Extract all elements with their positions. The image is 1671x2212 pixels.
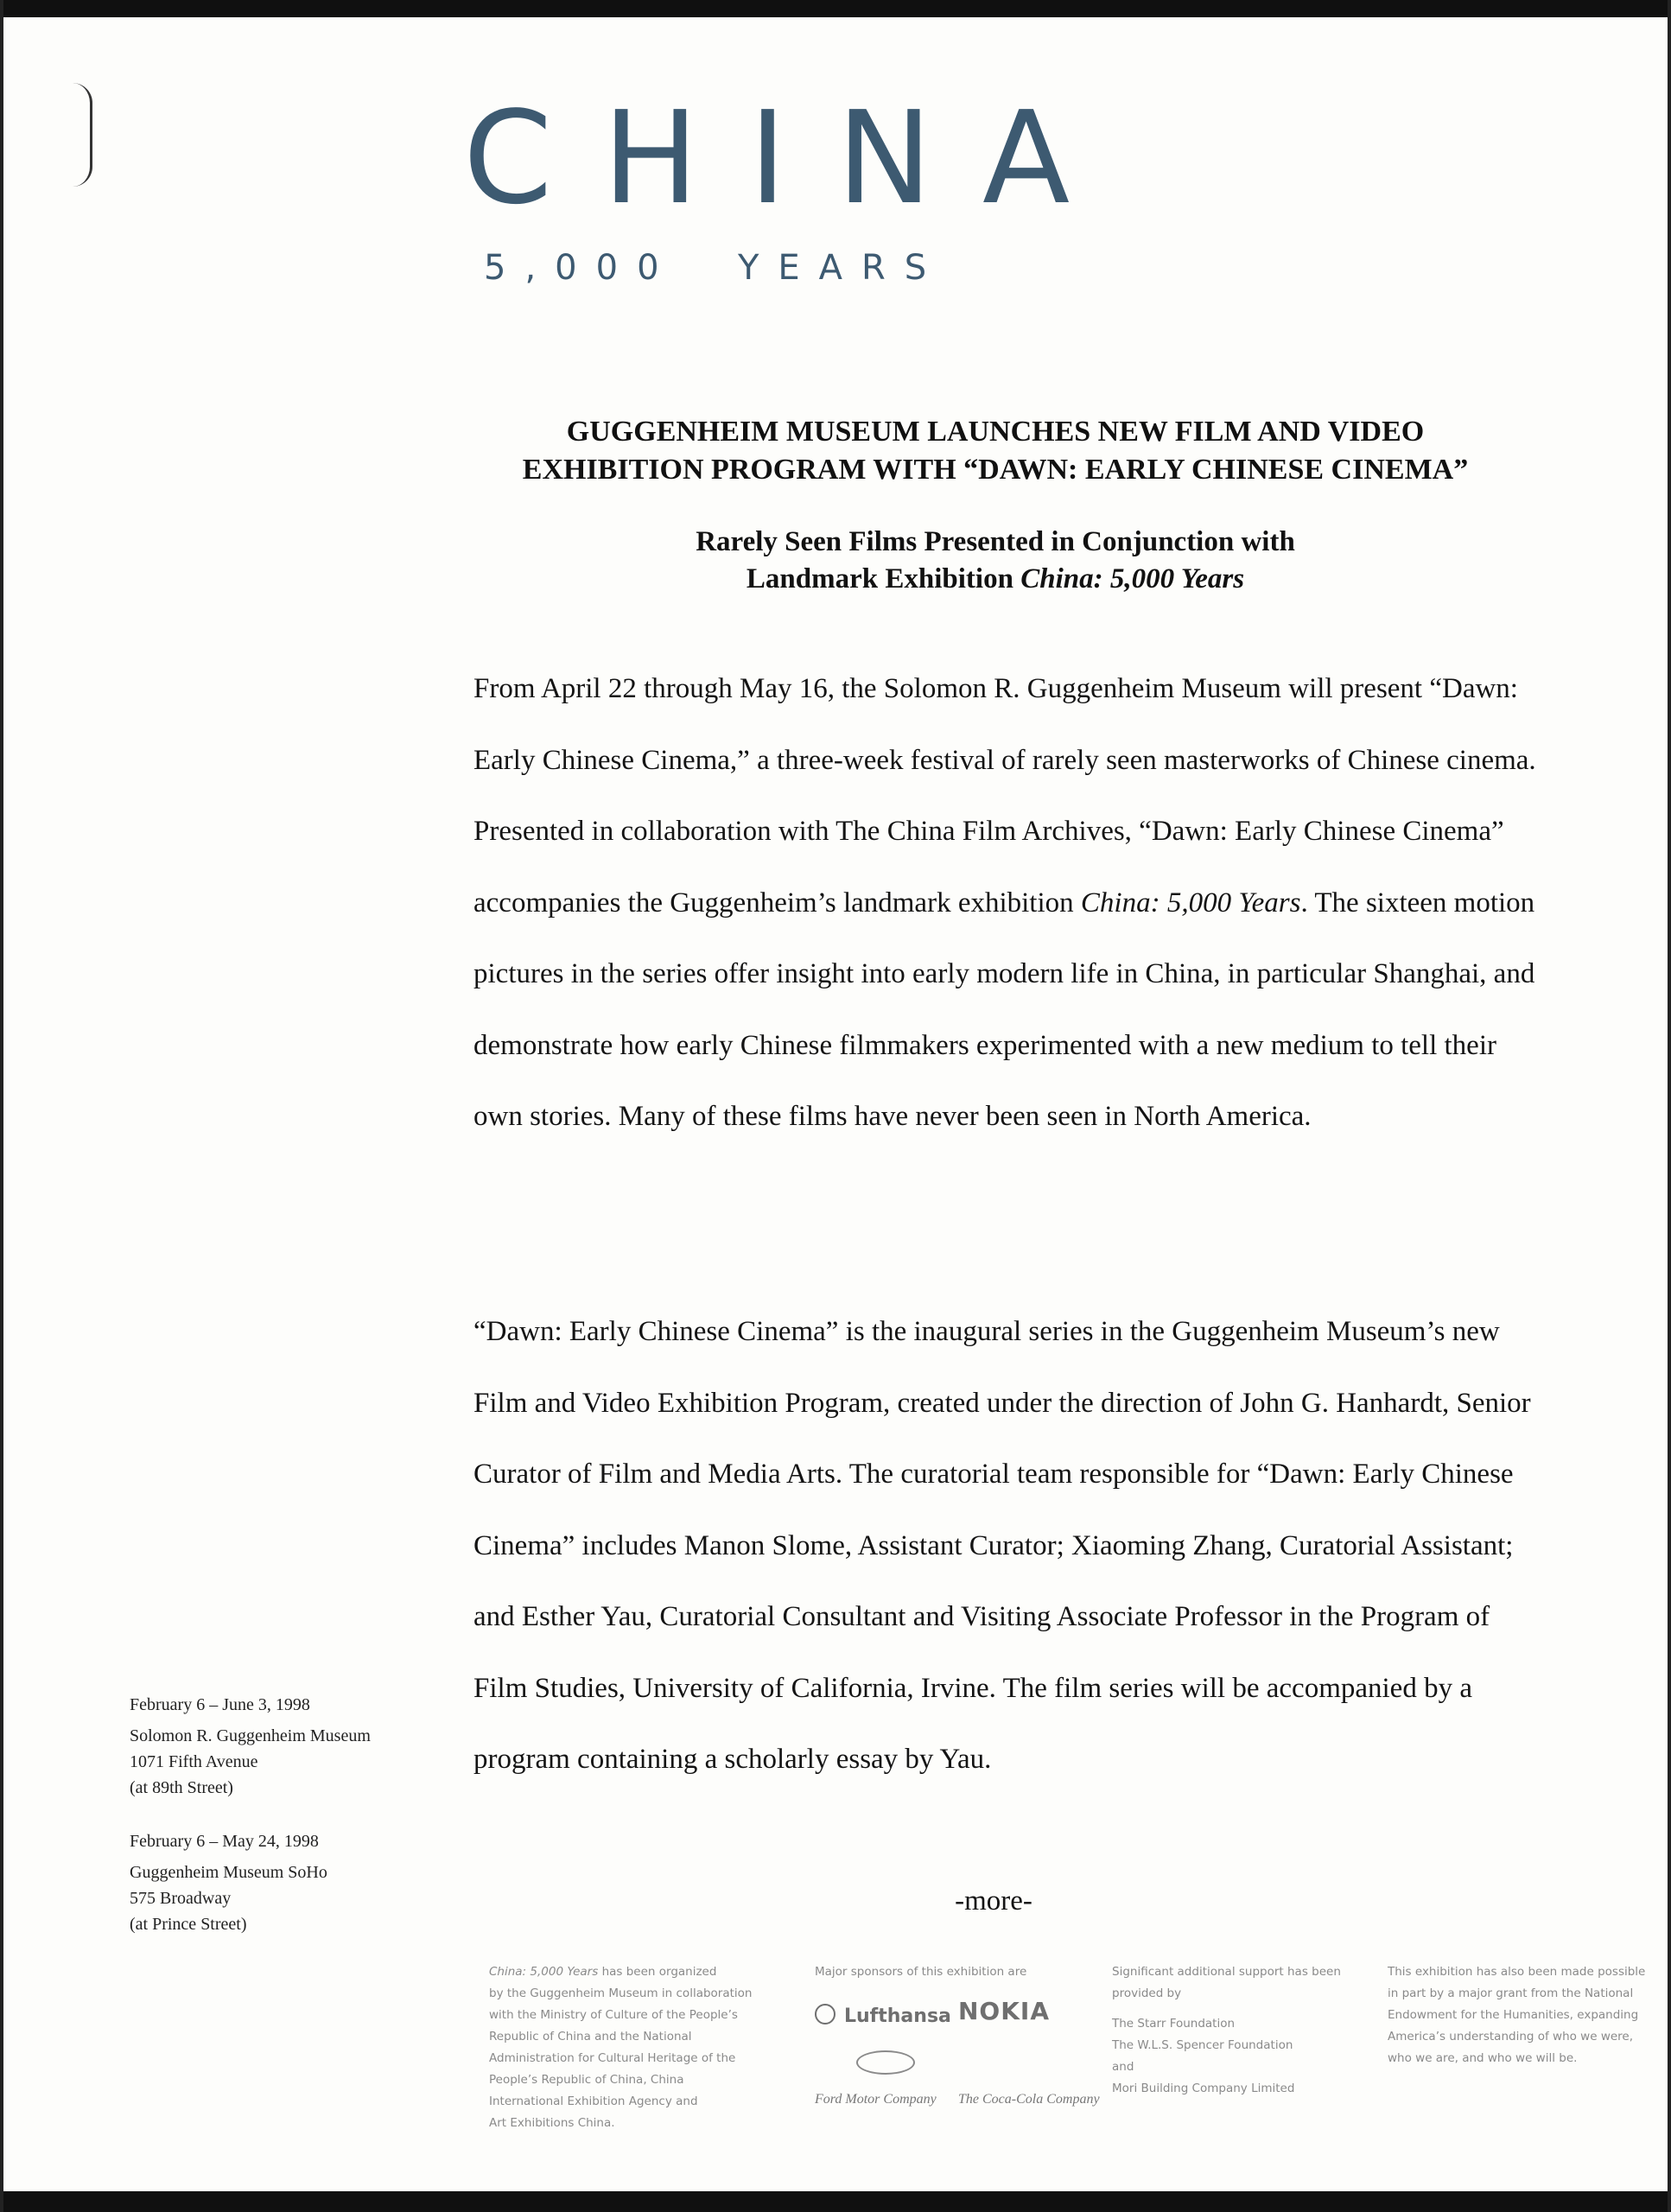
lufthansa-logo (815, 2004, 951, 2027)
body-paragraph-1 (473, 653, 1536, 1153)
paragraph-1-rest: . The sixteen motion pictures in the series offer insight into early modern life in China, in particular Shanghai, and demonstrate how early Chinese filmmakers experimented with a new medium to tell their own stories. Many of these films have never been seen in North America. (473, 887, 1535, 1132)
scan-border-top (0, 0, 1671, 17)
more-continuation-marker: -more- (955, 1885, 1032, 1916)
binder-clip-mark (73, 83, 92, 187)
footer-organizers-line: has been organized (598, 1965, 717, 1979)
footer-organizers-line: Administration for Cultural Heritage of the (489, 2051, 736, 2065)
ford-oval-icon (856, 2050, 915, 2075)
grant-line: in part by a major grant from the National (1388, 1986, 1634, 2000)
sponsor-logos-row-2 (815, 2050, 1100, 2085)
footer-organizers (489, 1961, 774, 2134)
sponsors-heading: Major sponsors of this exhibition are (815, 1965, 1027, 1979)
supporter-name: The Starr Foundation (1112, 2017, 1236, 2031)
grant-line: Endowment for the Humanities, expanding (1388, 2008, 1639, 2022)
grant-line: This exhibition has also been made possible (1388, 1965, 1646, 1979)
venue-2-dates: February 6 – May 24, 1998 (130, 1832, 319, 1851)
supporter-conjunction: and (1112, 2060, 1134, 2074)
footer-exhibition-title: China: 5,000 Years (489, 1965, 599, 1979)
supporter-name: The W.L.S. Spencer Foundation (1112, 2038, 1293, 2052)
venue-1-address: 1071 Fifth Avenue (130, 1752, 258, 1771)
footer-additional-support (1112, 1961, 1371, 2100)
footer-organizers-line: Art Exhibitions China. (489, 2116, 615, 2130)
footer-neh-grant (1388, 1961, 1655, 2069)
subhead-line-2-prefix: Landmark Exhibition (746, 563, 1021, 594)
grant-line: who we are, and who we will be. (1388, 2051, 1578, 2065)
nokia-logo: NOKIA (958, 1997, 1051, 2025)
venue-info-soho (130, 1828, 441, 1937)
sponsor-logos-row-3 (815, 2085, 1100, 2120)
venue-1-name: Solomon R. Guggenheim Museum (130, 1726, 371, 1745)
footer-organizers-line: by the Guggenheim Museum in collaboration (489, 1986, 753, 2000)
press-release-subhead (467, 524, 1524, 598)
scan-border-bottom (0, 2191, 1671, 2212)
supporter-name: Mori Building Company Limited (1112, 2082, 1295, 2095)
venue-2-address: 575 Broadway (130, 1889, 232, 1908)
coca-cola-company-logo: The Coca-Cola Company (958, 2092, 1100, 2107)
ford-motor-company-logo: Ford Motor Company (815, 2092, 937, 2107)
scan-border-left (0, 0, 3, 2212)
support-line: Significant additional support has been (1112, 1965, 1341, 1979)
footer-organizers-line: People’s Republic of China, China (489, 2073, 684, 2087)
footer-sponsors (815, 1961, 1100, 2120)
lufthansa-crane-icon (815, 2004, 836, 2024)
scan-border-right (1668, 0, 1671, 2212)
paragraph-1-exhibition-title: China: 5,000 Years (1080, 887, 1301, 918)
venue-2-name: Guggenheim Museum SoHo (130, 1863, 327, 1882)
venue-info-guggenheim (130, 1692, 441, 1801)
sponsor-logos-row-1 (815, 1999, 1100, 2050)
venue-2-cross-street: (at Prince Street) (130, 1915, 247, 1934)
venue-1-dates: February 6 – June 3, 1998 (130, 1695, 310, 1714)
paragraph-1-lead: From April 22 through May 16, the Solomon R. Guggenheim Museum will present “Dawn: Early Chinese Cinema,” a three-week festival of rarely seen masterworks of Chinese cinema. Presented in collaboration with The China Film Archives, “Dawn: Early Chinese Cinema” accompanies the Guggenheim’s landmark exhibition (473, 673, 1536, 918)
exhibition-logo-subtitle: 5,000 YEARS (484, 248, 946, 288)
lufthansa-wordmark: Lufthansa (844, 2005, 951, 2027)
body-paragraph-2: “Dawn: Early Chinese Cinema” is the inaugural series in the Guggenheim Museum’s new Film and Video Exhibition Program, created under the direction of John G. Hanhardt, Senior Curator of Film and Media Arts. The curatorial team responsible for “Dawn: Early Chinese Cinema” includes Manon Slome, Assistant Curator; Xiaoming Zhang, Curatorial Assistant; and Esther Yau, Curatorial Consultant and Visiting Associate Professor in the Program of Film Studies, University of California, Irvine. The film series will be accompanied by a program containing a scholarly essay by Yau. (473, 1316, 1531, 1775)
subhead-line-1: Rarely Seen Films Presented in Conjunction with (696, 526, 1295, 557)
press-release-headline (467, 413, 1524, 489)
venue-1-cross-street: (at 89th Street) (130, 1778, 233, 1797)
headline-line-1: GUGGENHEIM MUSEUM LAUNCHES NEW FILM AND VIDEO (566, 416, 1425, 448)
grant-line: America’s understanding of who we were, (1388, 2030, 1634, 2044)
support-spacer (1112, 2005, 1371, 2013)
footer-organizers-line: Republic of China and the National (489, 2030, 692, 2044)
support-line: provided by (1112, 1986, 1182, 2000)
footer-organizers-line: with the Ministry of Culture of the People’s (489, 2008, 738, 2022)
subhead-exhibition-title: China: 5,000 Years (1020, 563, 1245, 594)
headline-line-2: EXHIBITION PROGRAM WITH “DAWN: EARLY CHINESE CINEMA” (522, 454, 1469, 486)
exhibition-logo-title: CHINA (463, 84, 1121, 232)
footer-organizers-line: International Exhibition Agency and (489, 2094, 698, 2108)
